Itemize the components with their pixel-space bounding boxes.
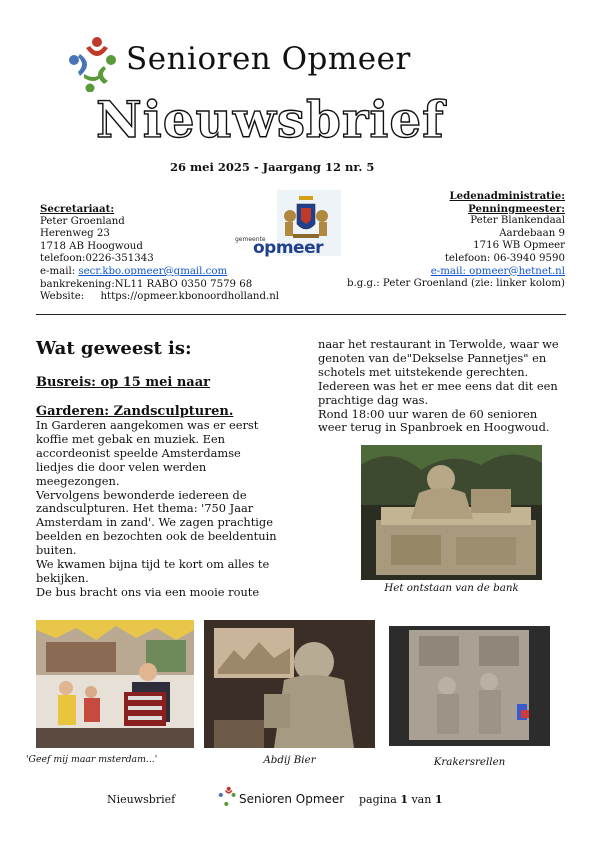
article-column-1 bbox=[36, 338, 286, 600]
section-title: Wat geweest is: bbox=[36, 338, 192, 359]
member-admin-street: Aardebaan 9 bbox=[499, 227, 565, 239]
text-line: Rond 18:00 uur waren de 60 senioren bbox=[318, 406, 538, 421]
caption-krakers: Krakersrellen bbox=[433, 756, 506, 768]
member-admin-block bbox=[325, 190, 565, 291]
footer-org-name: Senioren Opmeer bbox=[239, 792, 345, 806]
text-line: meegezongen. bbox=[36, 473, 120, 488]
text-line: De bus bracht ons via een mooie route bbox=[36, 584, 260, 599]
text-line: In Garderen aangekomen was er eerst bbox=[36, 418, 259, 432]
text-line: weer terug in Spanbroek en Hoogwoud. bbox=[318, 420, 550, 435]
text-line: We kwamen bijna tijd te kort om alles te bbox=[36, 557, 270, 572]
secretariat-phone: telefoon:0226-351343 bbox=[40, 253, 154, 265]
footer-page-number bbox=[359, 793, 442, 806]
text-line: bekijken. bbox=[36, 570, 89, 585]
org-name: Senioren Opmeer bbox=[126, 41, 411, 77]
text-line: Vervolgens bewonderde iedereen de bbox=[36, 487, 247, 502]
text-line: Amsterdam in zand'. We zagen prachtige bbox=[36, 515, 273, 530]
member-admin-email-link[interactable]: opmeer@hetnet.nl bbox=[469, 265, 565, 277]
text-line: beelden en bezochten ook de beeldentuin bbox=[36, 529, 277, 544]
member-admin-bgg: b.g.g.: Peter Groenland (zie: linker kolom) bbox=[346, 278, 565, 290]
gemeente-small-text: gemeente bbox=[235, 236, 266, 243]
photo-krakersrellen bbox=[389, 626, 550, 746]
garderen-title: Garderen: Zandsculpturen. bbox=[36, 404, 234, 419]
masthead-title: Nieuwsbrief bbox=[96, 90, 445, 149]
secretariat-email-link[interactable]: secr.kbo.opmeer@gmail.com bbox=[78, 265, 228, 277]
text-line: koffie met gebak en muziek. Een bbox=[36, 431, 225, 446]
secretariat-heading: Secretariaat: bbox=[40, 203, 115, 215]
photo-abdij-bier bbox=[204, 620, 375, 748]
footer-title: Nieuwsbrief bbox=[107, 793, 176, 806]
caption-bank: Het ontstaan van de bank bbox=[384, 582, 519, 594]
article-text-2 bbox=[318, 338, 568, 435]
member-admin-phone: telefoon: 06-3940 9590 bbox=[444, 252, 565, 264]
member-admin-heading: Ledenadministratie: bbox=[449, 190, 565, 202]
gemeente-name: opmeer bbox=[253, 238, 324, 258]
website-label: Website: bbox=[40, 291, 85, 303]
photo-accordion-player bbox=[36, 620, 194, 748]
footer-logo-icon bbox=[218, 786, 236, 806]
secretariat-bank: bankrekening:NL11 RABO 0350 7579 68 bbox=[40, 278, 253, 290]
secretariat-email-label: e-mail: bbox=[40, 265, 79, 277]
text-line: Iedereen was het er mee eens dat dit een bbox=[318, 378, 558, 393]
text-line: liedjes die door velen werden bbox=[36, 459, 207, 474]
text-line: genoten van de"Dekselse Pannetjes" en bbox=[318, 350, 547, 365]
member-admin-name: Peter Blankendaal bbox=[470, 215, 565, 227]
text-line: zandsculpturen. Het thema: '750 Jaar bbox=[36, 501, 254, 516]
treasurer-heading: Penningmeester: bbox=[468, 202, 565, 215]
footer-page-num: 1 bbox=[400, 793, 408, 806]
footer-page-word: pagina bbox=[359, 793, 397, 806]
secretariat-street: Herenweg 23 bbox=[40, 228, 110, 240]
article-text-1 bbox=[36, 419, 286, 600]
text-line: naar het restaurant in Terwolde, waar we bbox=[318, 337, 559, 351]
member-admin-city: 1716 WB Opmeer bbox=[473, 240, 565, 252]
secretariat-city: 1718 AB Hoogwoud bbox=[40, 240, 143, 252]
website-link[interactable]: https://opmeer.kbonoordholland.nl bbox=[100, 291, 280, 303]
text-line: schotels met uitstekende gerechten. bbox=[318, 364, 529, 379]
senioren-opmeer-logo bbox=[66, 34, 118, 92]
secretariat-name: Peter Groenland bbox=[40, 215, 125, 227]
text-line: prachtige dag was. bbox=[318, 392, 429, 407]
text-line: buiten. bbox=[36, 543, 77, 558]
member-admin-email-label: e-mail: bbox=[430, 265, 470, 277]
article-column-2 bbox=[318, 338, 568, 435]
footer-of-word: van bbox=[411, 793, 432, 806]
caption-abdij: Abdij Bier bbox=[263, 754, 316, 766]
caption-accordion: 'Geef mij maar msterdam...' bbox=[26, 754, 158, 765]
header-divider bbox=[36, 314, 566, 315]
footer-page-total: 1 bbox=[434, 793, 443, 806]
dateline: 26 mei 2025 - Jaargang 12 nr. 5 bbox=[170, 160, 375, 174]
photo-bank-sculpture bbox=[361, 445, 542, 580]
busreis-title: Busreis: op 15 mei naar bbox=[36, 375, 211, 390]
text-line: accordeonist speelde Amsterdamse bbox=[36, 445, 241, 460]
